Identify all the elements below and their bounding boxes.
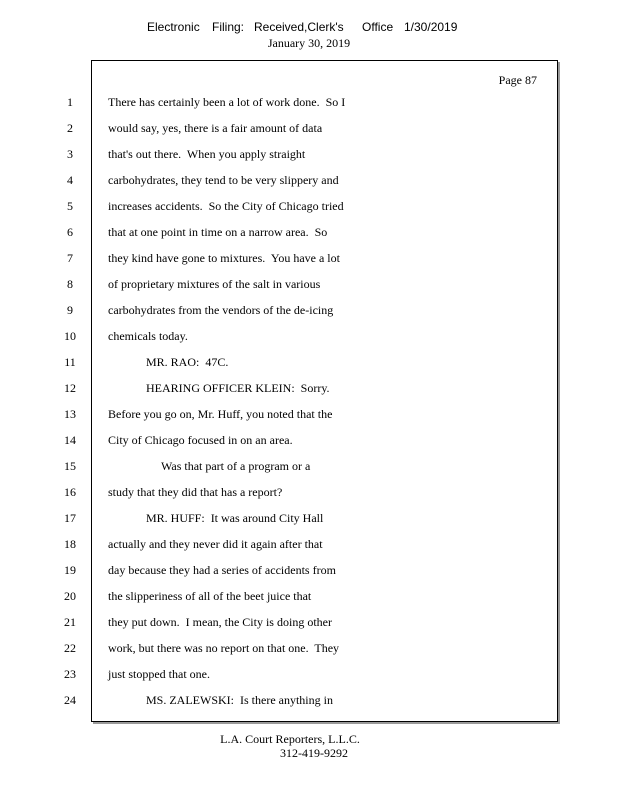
line-number: 13 [64, 407, 76, 421]
line-number: 6 [67, 225, 73, 239]
line-number: 16 [64, 485, 76, 499]
line-number: 4 [67, 173, 73, 187]
line-text: study that they did that has a report? [108, 485, 283, 499]
line-text: Was that part of a program or a [161, 459, 311, 473]
line-text: the slipperiness of all of the beet juice that [108, 589, 312, 603]
line-number: 5 [67, 199, 73, 213]
line-text: chemicals today. [108, 329, 188, 343]
line-number: 11 [64, 355, 76, 369]
header-date: January 30, 2019 [267, 36, 351, 50]
line-number: 10 [64, 329, 76, 343]
line-text: they kind have gone to mixtures. You have a lot [108, 251, 340, 265]
transcript-page [91, 60, 558, 722]
line-text: increases accidents. So the City of Chicago tried [108, 199, 344, 213]
filing-header-office: Office [362, 20, 394, 34]
filing-header-received: Received,Clerk's [254, 20, 344, 34]
line-number: 9 [67, 303, 73, 317]
line-text: MR. RAO: 47C. [146, 355, 229, 369]
line-number: 21 [64, 615, 76, 629]
line-text: work, but there was no report on that one. They [108, 641, 340, 655]
footer-company: L.A. Court Reporters, L.L.C. [220, 732, 360, 746]
line-text: There has certainly been a lot of work done. So I [108, 95, 346, 109]
line-text: that at one point in time on a narrow area. So [108, 225, 328, 239]
line-number: 17 [64, 511, 76, 525]
line-number: 8 [67, 277, 73, 291]
line-text: HEARING OFFICER KLEIN: Sorry. [146, 381, 330, 395]
line-number: 14 [64, 433, 76, 447]
line-text: carbohydrates, they tend to be very slippery and [108, 173, 339, 187]
line-text: actually and they never did it again after that [108, 537, 323, 551]
filing-header-filing: Filing: [212, 20, 245, 34]
line-number: 7 [67, 251, 73, 265]
line-number: 23 [64, 667, 76, 681]
line-text: just stopped that one. [108, 667, 210, 681]
line-text: that's out there. When you apply straight [108, 147, 306, 161]
line-number: 12 [64, 381, 76, 395]
line-number: 2 [67, 121, 73, 135]
footer-phone: 312-419-9292 [280, 746, 348, 760]
filing-header-date: 1/30/2019 [404, 20, 458, 34]
line-number: 18 [64, 537, 76, 551]
line-text: they put down. I mean, the City is doing other [108, 615, 332, 629]
line-text: day because they had a series of accidents from [108, 563, 336, 577]
line-text: City of Chicago focused in on an area. [108, 433, 293, 447]
filing-header-electronic: Electronic [147, 20, 200, 34]
line-text: carbohydrates from the vendors of the de-icing [108, 303, 334, 317]
line-number: 3 [67, 147, 73, 161]
line-number: 22 [64, 641, 76, 655]
line-number: 24 [64, 693, 76, 707]
page-number: Page 87 [498, 73, 537, 87]
line-text: of proprietary mixtures of the salt in various [108, 277, 321, 291]
line-text: Before you go on, Mr. Huff, you noted that the [108, 407, 333, 421]
line-text: MS. ZALEWSKI: Is there anything in [146, 693, 333, 707]
line-number: 15 [64, 459, 76, 473]
line-number: 1 [67, 95, 73, 109]
line-number: 20 [64, 589, 76, 603]
line-number: 19 [64, 563, 76, 577]
line-text: MR. HUFF: It was around City Hall [146, 511, 324, 525]
line-text: would say, yes, there is a fair amount of data [108, 121, 323, 135]
